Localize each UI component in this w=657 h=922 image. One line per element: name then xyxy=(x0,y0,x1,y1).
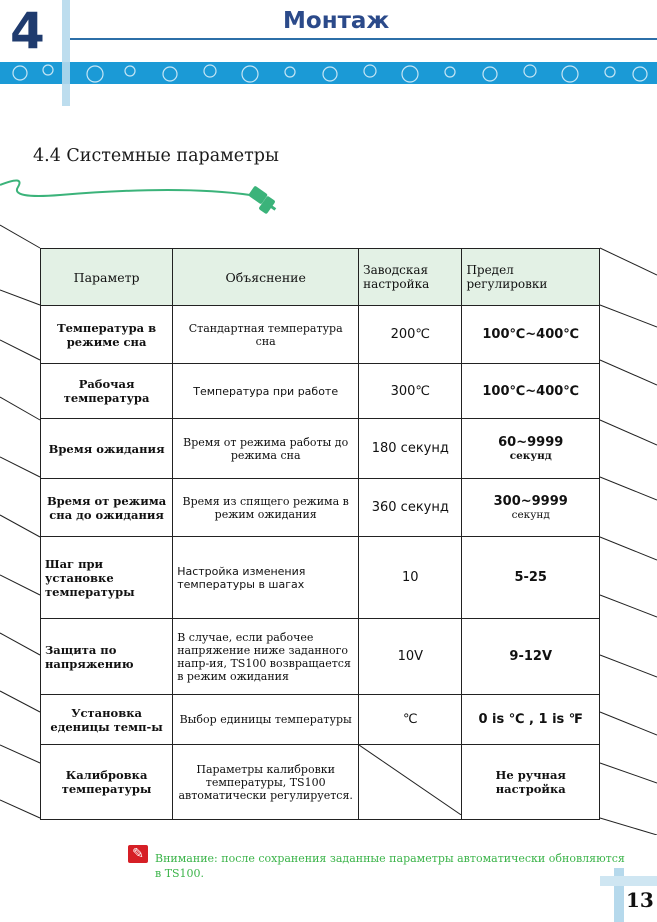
table-row xyxy=(41,695,600,745)
pencil-icon: ✎ xyxy=(128,845,148,863)
table-row xyxy=(41,537,600,619)
row-factory: 10 xyxy=(359,537,462,619)
row-range-value: 300~9999 xyxy=(493,494,568,509)
table-header-row xyxy=(41,249,600,306)
header-explanation: Объяснение xyxy=(173,249,359,306)
header-param: Параметр xyxy=(41,249,173,306)
system-parameters-table xyxy=(40,248,600,820)
table-row xyxy=(41,619,600,695)
row-param: Калибровка температуры xyxy=(41,745,173,820)
header-range: Предел регулировки xyxy=(462,249,600,306)
row-factory: 360 секунд xyxy=(359,479,462,537)
row-param: Шаг при установке температуры xyxy=(41,537,173,619)
cell-diagonal-strike xyxy=(359,745,461,815)
decorative-gear-band xyxy=(0,62,657,84)
row-param: Время от режима сна до ожидания xyxy=(41,479,173,537)
row-range-unit: секунд xyxy=(511,509,550,521)
row-range-value: 60~9999 xyxy=(498,435,564,450)
chapter-title: Монтаж xyxy=(283,8,390,34)
row-range: 0 is ℃ , 1 is ℉ xyxy=(462,695,600,745)
row-explanation: Время от режима работы до режима сна xyxy=(173,419,359,479)
table-row xyxy=(41,306,600,364)
table-row xyxy=(41,364,600,419)
row-param: Температура в режиме сна xyxy=(41,306,173,364)
row-range: Не ручная настройка xyxy=(462,745,600,820)
row-explanation: Температура при работе xyxy=(173,364,359,419)
row-explanation: Настройка изменения температуры в шагах xyxy=(173,537,359,619)
row-range: 9-12V xyxy=(462,619,600,695)
gear-pattern-icon xyxy=(0,62,657,84)
page-number: 13 xyxy=(626,888,654,912)
section-title: 4.4 Системные параметры xyxy=(33,146,279,166)
row-factory: 10V xyxy=(359,619,462,695)
table-row xyxy=(41,479,600,537)
row-range-unit: секунд xyxy=(509,450,552,462)
row-factory-empty xyxy=(359,745,462,820)
row-explanation: Выбор единицы температуры xyxy=(173,695,359,745)
row-explanation: Параметры калибровки температуры, TS100 автоматически регулируется. xyxy=(173,745,359,820)
attention-note: Внимание: после сохранения заданные параметры автоматически обновляются в TS100. xyxy=(155,852,625,880)
table-row xyxy=(41,745,600,820)
row-range: 5-25 xyxy=(462,537,600,619)
row-range xyxy=(462,419,600,479)
header-factory: Заводская настройка xyxy=(359,249,462,306)
table-row xyxy=(41,419,600,479)
row-factory: 300℃ xyxy=(359,364,462,419)
row-explanation: В случае, если рабочее напряжение ниже заданного напр-ия, TS100 возвращается в режим ожидания xyxy=(173,619,359,695)
header-rule xyxy=(70,38,657,40)
row-explanation: Стандартная температура сна xyxy=(173,306,359,364)
row-param: Защита по напряжению xyxy=(41,619,173,695)
header-cross-decoration xyxy=(62,0,70,106)
row-factory: ℃ xyxy=(359,695,462,745)
row-factory: 200℃ xyxy=(359,306,462,364)
row-param: Рабочая температура xyxy=(41,364,173,419)
row-explanation: Время из спящего режима в режим ожидания xyxy=(173,479,359,537)
row-range: 100℃~400℃ xyxy=(462,306,600,364)
row-param: Время ожидания xyxy=(41,419,173,479)
row-range xyxy=(462,479,600,537)
row-factory: 180 секунд xyxy=(359,419,462,479)
chapter-number: 4 xyxy=(10,2,43,60)
row-range: 100℃~400℃ xyxy=(462,364,600,419)
row-param: Установка еденицы темп-ы xyxy=(41,695,173,745)
